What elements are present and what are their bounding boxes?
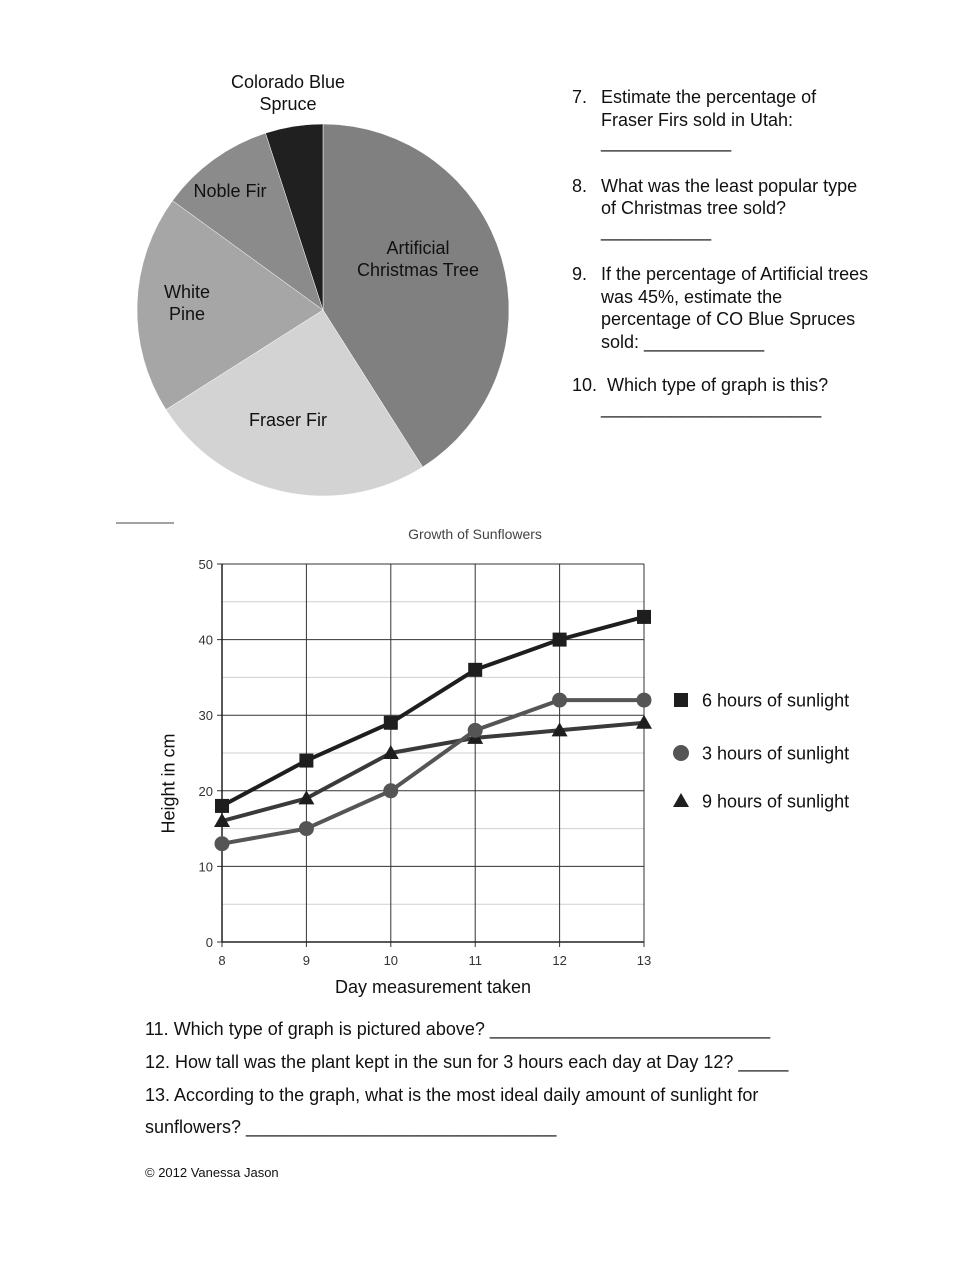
circle-marker-icon bbox=[672, 743, 692, 766]
data-point-3-hours-of-sunlight bbox=[299, 821, 314, 836]
question-13-line-1: 13. According to the graph, what is the most ideal daily amount of sunlight for bbox=[145, 1085, 759, 1105]
copyright: © 2012 Vanessa Jason bbox=[145, 1165, 279, 1180]
pie-label-fraser-fir: Fraser Fir bbox=[249, 410, 327, 430]
question-8: 8. What was the least popular type of Christmas tree sold? ___________ bbox=[572, 175, 872, 243]
y-tick-label: 10 bbox=[198, 859, 213, 875]
x-tick-label: 8 bbox=[218, 953, 226, 968]
triangle-marker-icon bbox=[672, 791, 692, 814]
series-line-6-hours-of-sunlight bbox=[222, 617, 644, 806]
legend-item-3-hours: 3 hours of sunlight bbox=[672, 743, 849, 766]
question-10: 10. Which type of graph is this? ______________________ bbox=[572, 374, 872, 419]
legend-item-6-hours: 6 hours of sunlight bbox=[672, 690, 849, 713]
questions-top bbox=[572, 86, 872, 440]
data-point-3-hours-of-sunlight bbox=[215, 836, 230, 851]
question-12: 12. How tall was the plant kept in the sun for 3 hours each day at Day 12? _____ bbox=[145, 1052, 789, 1072]
x-axis-title: Day measurement taken bbox=[334, 977, 532, 997]
y-tick-label: 0 bbox=[205, 935, 213, 950]
legend-item-9-hours: 9 hours of sunlight bbox=[672, 791, 849, 814]
x-tick-label: 13 bbox=[636, 953, 652, 968]
data-point-3-hours-of-sunlight bbox=[552, 693, 567, 708]
data-point-6-hours-of-sunlight bbox=[468, 663, 482, 677]
square-marker-icon bbox=[672, 690, 692, 713]
answer-blank-7[interactable]: _____________ bbox=[601, 132, 732, 152]
x-tick-label: 10 bbox=[383, 953, 399, 968]
x-tick-label: 12 bbox=[552, 953, 567, 968]
y-axis-title: Height in cm bbox=[158, 733, 179, 834]
data-point-6-hours-of-sunlight bbox=[553, 633, 567, 647]
answer-blank-8[interactable]: ___________ bbox=[601, 220, 712, 241]
data-point-6-hours-of-sunlight bbox=[215, 799, 229, 813]
pie-label-artificial: Artificial Christmas Tree bbox=[356, 238, 480, 280]
answer-blank-10[interactable]: ______________________ bbox=[601, 397, 822, 418]
y-tick-label: 30 bbox=[198, 708, 213, 724]
data-point-3-hours-of-sunlight bbox=[468, 723, 483, 738]
pie-label-white-pine: White Pine bbox=[163, 282, 210, 324]
y-tick-label: 20 bbox=[198, 783, 213, 799]
x-tick-label: 9 bbox=[302, 953, 311, 968]
data-point-6-hours-of-sunlight bbox=[637, 610, 651, 624]
data-point-3-hours-of-sunlight bbox=[383, 783, 398, 798]
data-point-6-hours-of-sunlight bbox=[384, 716, 398, 730]
chart-title: Growth of Sunflowers bbox=[408, 526, 542, 542]
question-11: 11. Which type of graph is pictured above? ____________________________ bbox=[145, 1019, 771, 1039]
question-9: 9. If the percentage of Artificial trees was 45%, estimate the percentage of CO Blue Spruces sold: ____________ bbox=[572, 264, 869, 352]
pie-label-colorado-blue-spruce: Colorado Blue Spruce bbox=[230, 72, 346, 114]
pie-label-noble-fir: Noble Fir bbox=[193, 181, 267, 201]
question-13-line-2: sunflowers? _______________________________ bbox=[145, 1117, 557, 1137]
data-point-6-hours-of-sunlight bbox=[299, 754, 313, 768]
data-point-3-hours-of-sunlight bbox=[637, 693, 652, 708]
question-7: 7. Estimate the percentage of Fraser Firs sold in Utah: _____________ bbox=[572, 86, 872, 154]
y-tick-label: 40 bbox=[198, 632, 213, 648]
y-tick-label: 50 bbox=[198, 557, 213, 572]
x-tick-label: 11 bbox=[468, 953, 482, 968]
